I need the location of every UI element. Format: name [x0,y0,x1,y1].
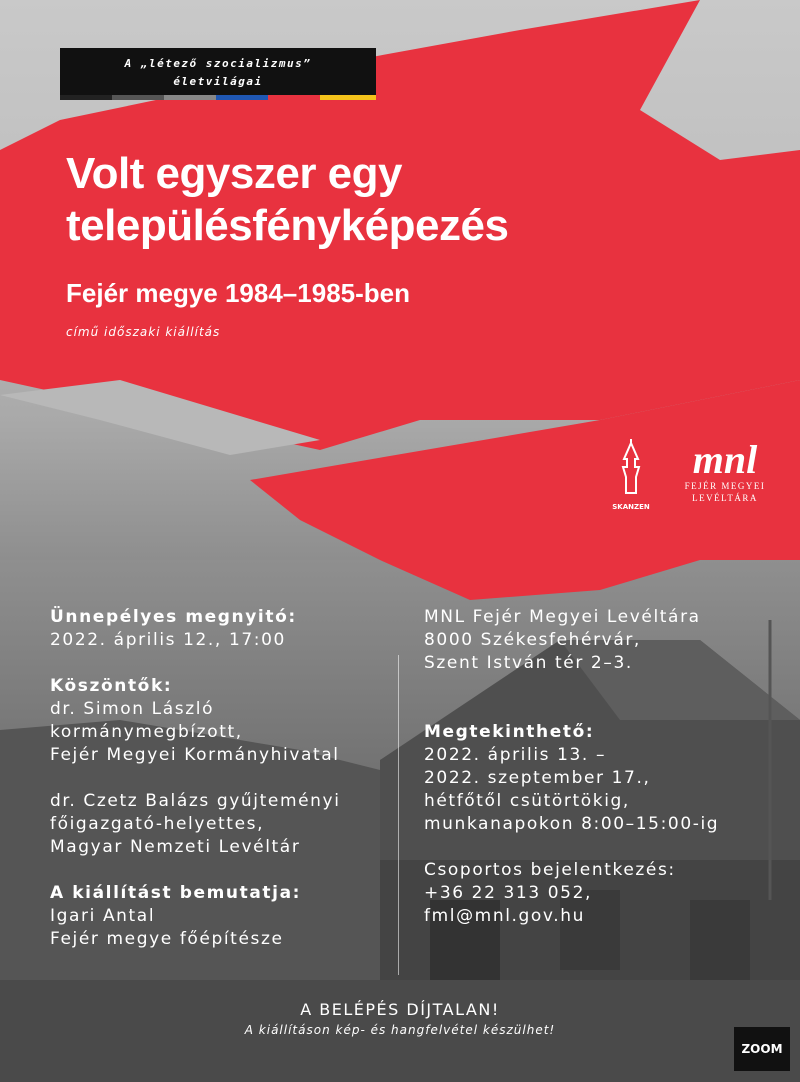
greeters-heading: Köszöntők: [50,676,173,696]
stripe-grey [112,95,164,100]
group-line1: Csoportos bejelentkezés: [424,860,676,880]
tower-icon [612,437,650,501]
right-column [424,606,719,951]
opening-date: 2022. április 12., 17:00 [50,630,286,650]
opening-heading: Ünnepélyes megnyitó: [50,607,297,627]
skanzen-label: SKANZEN [612,503,650,511]
mnl-mark: mnl [692,437,758,482]
greeter2-line3: Magyar Nemzeti Levéltár [50,837,301,857]
zoom-badge: ZOOM [734,1027,790,1071]
group-line3[interactable]: fml@mnl.gov.hu [424,906,586,926]
greeter1-line2: kormánymegbízott, [50,722,243,742]
series-logo-line2: életvilágai [173,75,263,88]
skanzen-logo [612,437,650,513]
presenter-heading: A kiállítást bemutatja: [50,883,302,903]
series-logo-line1: A „létező szocializmus” [124,57,312,70]
view-line2: 2022. szeptember 17., [424,768,651,788]
greeter1-line3: Fejér Megyei Kormányhivatal [50,745,340,765]
title-line1: Volt egyszer egy [66,149,402,198]
mnl-logo [670,437,780,504]
exhibition-kind: című időszaki kiállítás [66,325,221,339]
view-line3: hétfőtől csütörtökig, [424,791,630,811]
venue-line3: Szent István tér 2–3. [424,653,633,673]
left-column [50,606,341,974]
column-divider [398,655,399,975]
series-logo [60,48,376,100]
mnl-line2: LEVÉLTÁRA [692,493,758,503]
presenter-line1: Igari Antal [50,906,156,926]
greeter2-line1: dr. Czetz Balázs gyűjteményi [50,791,341,811]
stripe-red [268,95,320,100]
stripe-blue [216,95,268,100]
stripe-yellow [320,95,376,100]
venue-line2: 8000 Székesfehérvár, [424,630,641,650]
view-heading: Megtekinthető: [424,722,595,742]
subtitle: Fejér megye 1984–1985-ben [66,278,410,308]
view-line1: 2022. április 13. – [424,745,607,765]
venue-line1: MNL Fejér Megyei Levéltára [424,607,701,627]
group-line2: +36 22 313 052, [424,883,593,903]
greeter2-line2: főigazgató-helyettes, [50,814,265,834]
title-line2: településfényképezés [66,201,509,250]
free-entry-note: A BELÉPÉS DÍJTALAN! [300,1000,500,1019]
mnl-line1: FEJÉR MEGYEI [684,481,766,491]
stripe-black [60,95,112,100]
recording-note: A kiállításon kép- és hangfelvétel készülhet! [244,1023,556,1037]
stripe-lightgrey [164,95,216,100]
greeter1-line1: dr. Simon László [50,699,215,719]
view-line4: munkanapokon 8:00–15:00-ig [424,814,720,834]
presenter-line2: Fejér megye főépítésze [50,929,284,949]
